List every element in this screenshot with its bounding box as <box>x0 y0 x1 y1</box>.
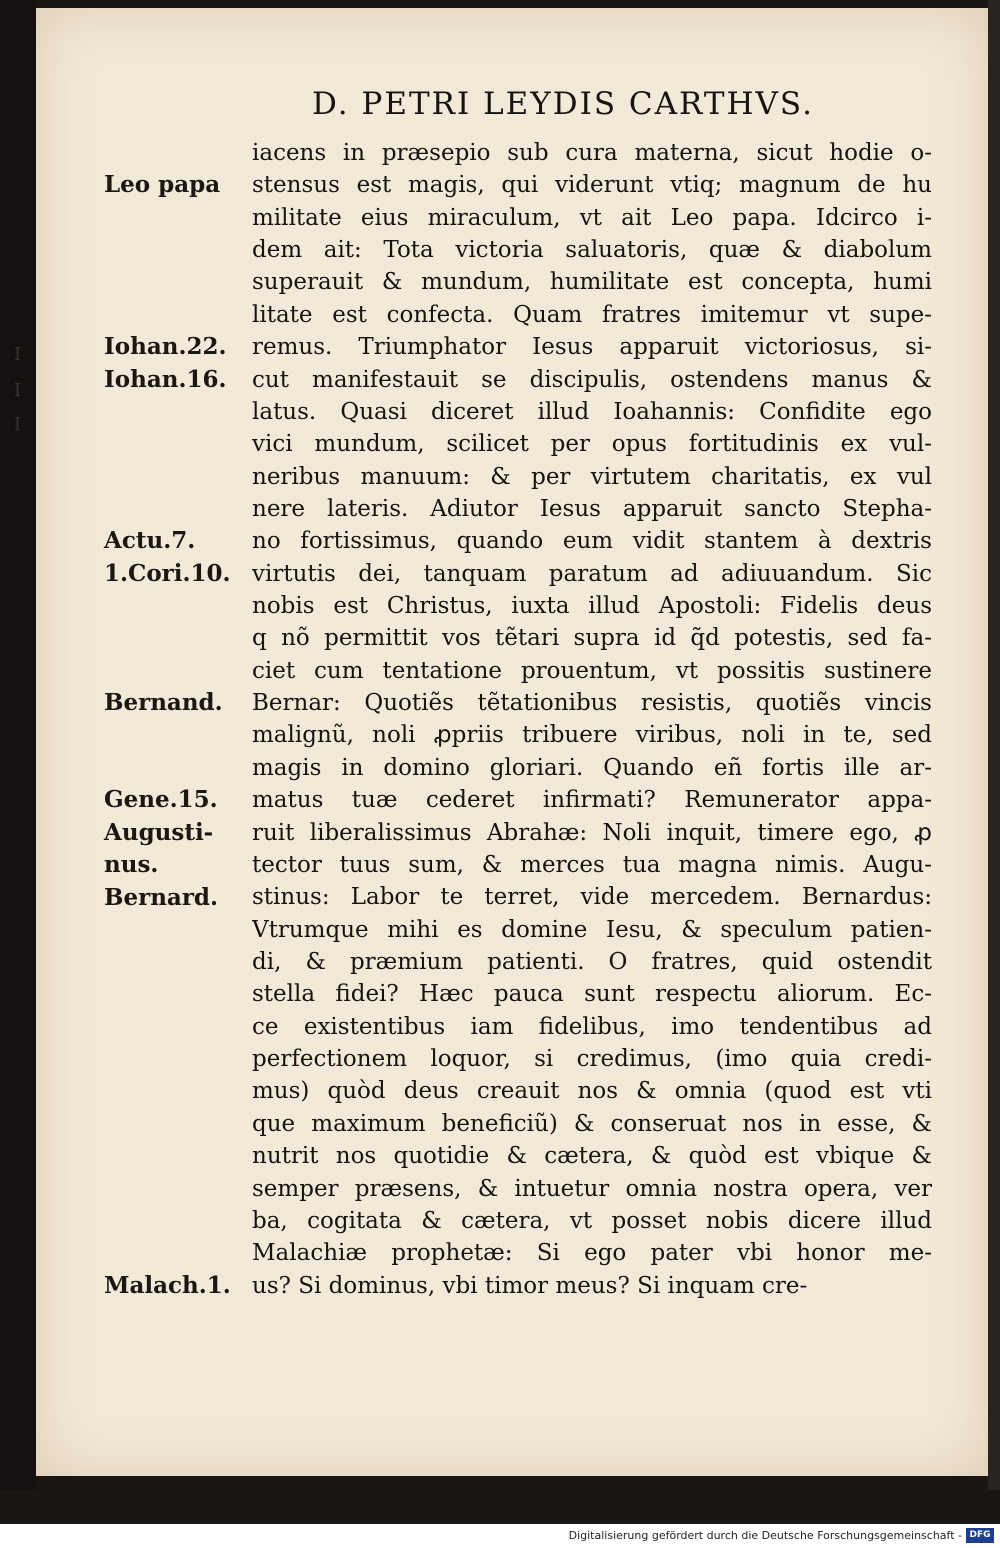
marginal-note: Iohan.22. <box>104 333 227 361</box>
text-line: q nõ permittit vos tẽtari supra id q̃d potestis, sed fa- <box>252 625 932 652</box>
text-line: malignũ, noli ꝓpriis tribuere viribus, noli in te, sed <box>252 722 932 749</box>
marginal-note: nus. <box>104 851 159 879</box>
text-line: dem ait: Tota victoria saluatoris, quæ & diabolum <box>252 237 932 264</box>
marginal-note: 1.Cori.10. <box>104 559 231 587</box>
text-line: stella fidei? Hæc pauca sunt respectu aliorum. Ec- <box>252 981 932 1008</box>
text-line: magis in domino gloriari. Quando eñ fortis ille ar- <box>252 754 932 781</box>
text-line: tector tuus sum, & merces tua magna nimis. Augu- <box>252 851 932 878</box>
dfg-logo: DFG <box>966 1528 994 1543</box>
text-line: perfectionem loquor, si credimus, (imo quia credi- <box>252 1046 932 1073</box>
text-line: Bernar: Quotiẽs tẽtationibus resistis, quotiẽs vincis <box>252 690 932 717</box>
running-header: D. PETRI LEYDIS CARTHVS. <box>312 86 814 122</box>
text-line: Malachiæ prophetæ: Si ego pater vbi honor me- <box>252 1240 932 1267</box>
text-line: latus. Quasi diceret illud Ioahannis: Confidite ego <box>252 398 932 425</box>
marginal-note: Actu.7. <box>104 527 196 555</box>
text-line: virtutis dei, tanquam paratum ad adiuuandum. Sic <box>252 560 932 587</box>
marginal-note: Gene.15. <box>104 786 218 814</box>
text-line: superauit & mundum, humilitate est concepta, humi <box>252 269 932 296</box>
bleed-mark: I <box>14 380 22 401</box>
text-line: vici mundum, scilicet per opus fortitudinis ex vul- <box>252 431 932 458</box>
text-line: nobis est Christus, iuxta illud Apostoli: Fidelis deus <box>252 593 932 620</box>
bleed-mark: I <box>14 344 22 365</box>
text-line: matus tuæ cederet infirmati? Remunerator appa- <box>252 787 932 814</box>
marginal-note: Malach.1. <box>104 1271 231 1299</box>
text-line: ce existentibus iam fidelibus, imo tendentibus ad <box>252 1013 932 1040</box>
marginal-note: Leo papa <box>104 171 221 199</box>
scan-right-edge <box>988 0 1000 1490</box>
text-line: iacens in præsepio sub cura materna, sicut hodie o- <box>252 140 932 166</box>
marginal-note: Bernard. <box>104 883 219 911</box>
text-line: us? Si dominus, vbi timor meus? Si inquam cre- <box>252 1272 808 1299</box>
text-line: neribus manuum: & per virtutem charitatis, ex vul <box>252 463 932 490</box>
text-line: no fortissimus, quando eum vidit stantem à dextris <box>252 528 932 555</box>
marginal-note: Iohan.16. <box>104 365 227 393</box>
marginal-note: Bernand. <box>104 689 223 717</box>
body-text <box>252 137 932 1302</box>
text-line: nutrit nos quotidie & cætera, & quòd est vbique & <box>252 1143 932 1170</box>
text-line: Vtrumque mihi es domine Iesu, & speculum patien- <box>252 916 932 943</box>
text-line: di, & præmium patienti. O fratres, quid ostendit <box>252 948 932 975</box>
text-line: cut manifestauit se discipulis, ostendens manus & <box>252 366 932 393</box>
funding-credit: Digitalisierung gefördert durch die Deutsche Forschungsgemeinschaft - <box>568 1529 962 1542</box>
text-line: militate eius miraculum, vt ait Leo papa. Idcirco i- <box>252 204 932 231</box>
text-line: litate est confecta. Quam fratres imitemur vt supe- <box>252 301 932 328</box>
text-line: stensus est magis, qui viderunt vtiq; magnum de hu <box>252 172 932 199</box>
text-line: stinus: Labor te terret, vide mercedem. Bernardus: <box>252 884 932 911</box>
text-line: que maximum beneficiũ) & conseruat nos in esse, & <box>252 1110 932 1137</box>
text-line: ruit liberalissimus Abrahæ: Noli inquit, timere ego, ꝓ <box>252 819 932 846</box>
text-line: remus. Triumphator Iesus apparuit victoriosus, si- <box>252 334 932 361</box>
text-line: mus) quòd deus creauit nos & omnia (quod est vti <box>252 1078 932 1105</box>
text-line: ciet cum tentatione prouentum, vt possitis sustinere <box>252 657 932 684</box>
text-line: ba, cogitata & cætera, vt posset nobis dicere illud <box>252 1207 932 1234</box>
text-line: nere lateris. Adiutor Iesus apparuit sancto Stepha- <box>252 495 932 522</box>
scan-left-edge <box>0 0 36 1490</box>
footer-bar <box>0 1524 1000 1548</box>
bleed-mark: I <box>14 414 22 435</box>
text-line: semper præsens, & intuetur omnia nostra opera, ver <box>252 1175 932 1202</box>
marginal-note: Augusti- <box>104 818 214 846</box>
